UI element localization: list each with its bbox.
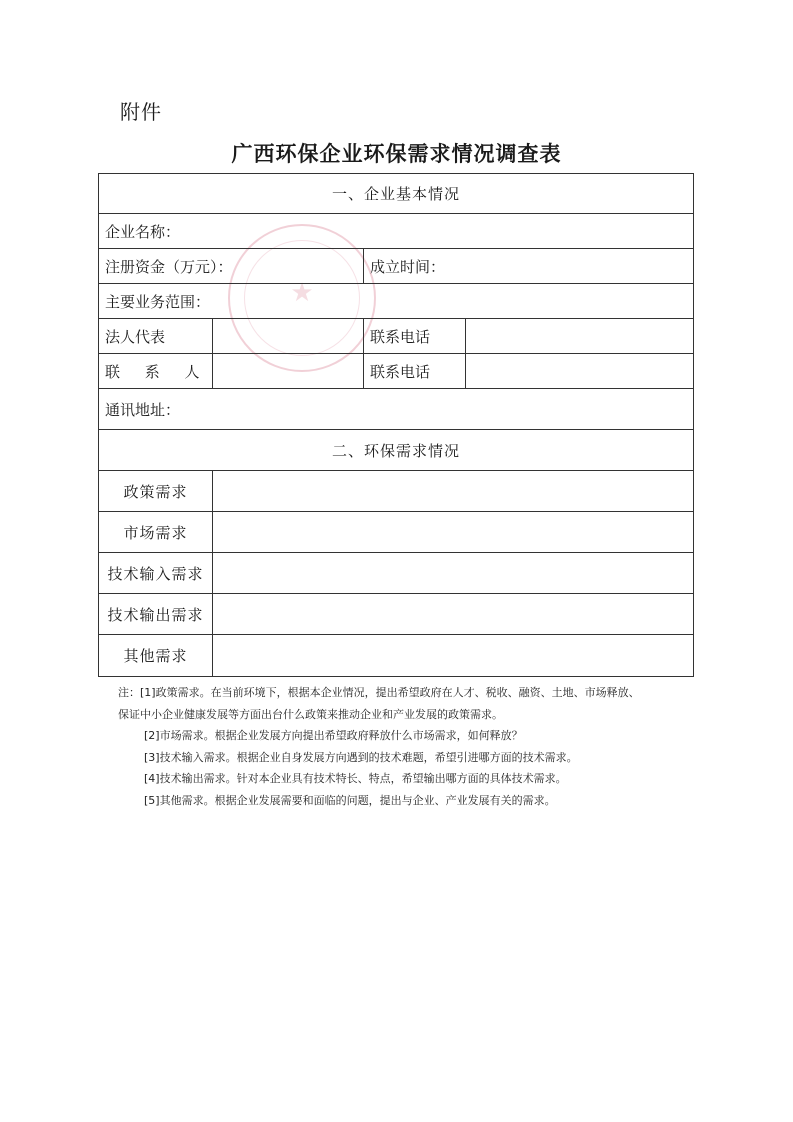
business-scope-label: 主要业务范围：: [105, 292, 211, 311]
contact-person-input[interactable]: [213, 354, 364, 388]
need-label-policy: 政策需求: [99, 471, 213, 511]
address-field[interactable]: [99, 389, 693, 429]
phone-input-2[interactable]: [466, 354, 693, 388]
company-name-label: 企业名称：: [105, 222, 181, 241]
contact-person-label-text: 联 系 人: [105, 362, 210, 381]
note-2: [2]市场需求。根据企业发展方向提出希望政府释放什么市场需求，如何释放？: [144, 729, 523, 742]
attachment-label: 附件: [120, 100, 162, 124]
founded-time-field[interactable]: [364, 249, 693, 283]
contact-person-row: [99, 354, 693, 389]
legal-rep-row: [99, 319, 693, 354]
need-label-tech-input: 技术输入需求: [99, 553, 213, 593]
need-label-market: 市场需求: [99, 512, 213, 552]
section-basic-info-title: 一、企业基本情况: [331, 185, 460, 203]
registered-capital-label: 注册资金（万元）：: [105, 257, 233, 276]
note-5: [5]其他需求。根据企业发展需要和面临的问题，提出与企业、产业发展有关的需求。: [144, 793, 556, 807]
note-3: [3]技术输入需求。根据企业自身发展方向遇到的技术难题，希望引进哪方面的技术需求。: [144, 750, 578, 764]
address-row: [99, 389, 693, 430]
need-row-policy: [99, 471, 693, 512]
phone-input-1[interactable]: [466, 319, 693, 353]
registered-capital-field[interactable]: [99, 249, 364, 283]
contact-person-label: [99, 354, 213, 388]
business-scope-field[interactable]: [99, 284, 693, 318]
phone-label-2: 联系电话: [364, 354, 466, 388]
phone-label-1: 联系电话: [364, 319, 466, 353]
seal-star-icon: ★: [290, 278, 314, 308]
legal-rep-label: 法人代表: [99, 319, 213, 353]
section-needs-header: [99, 430, 693, 471]
need-row-tech-input: [99, 553, 693, 594]
company-name-row: [99, 214, 693, 249]
need-row-other: [99, 635, 693, 676]
need-input-tech-input[interactable]: [213, 553, 693, 593]
need-input-other[interactable]: [213, 635, 693, 676]
document-title: 广西环保企业环保需求情况调查表: [231, 141, 562, 166]
need-input-policy[interactable]: [213, 471, 693, 511]
note-4: [4]技术输出需求。针对本企业具有技术特长、特点，希望输出哪方面的具体技术需求。: [144, 772, 567, 785]
founded-time-label: 成立时间：: [370, 257, 446, 276]
note-1-line-2: 保证中小企业健康发展等方面出台什么政策来推动企业和产业发展的政策需求。: [118, 707, 503, 721]
address-label: 通讯地址：: [105, 400, 181, 419]
company-name-field[interactable]: [99, 214, 693, 248]
need-label-other: 其他需求: [99, 635, 213, 676]
section-basic-info-header: [99, 174, 693, 214]
footnotes: [118, 682, 698, 811]
survey-form-table: [98, 173, 694, 677]
capital-row: [99, 249, 693, 284]
need-input-market[interactable]: [213, 512, 693, 552]
note-1-line-1: 注：[1]政策需求。在当前环境下，根据本企业情况，提出希望政府在人才、税收、融资、土地、市场释放、: [118, 686, 640, 699]
need-input-tech-output[interactable]: [213, 594, 693, 634]
need-row-market: [99, 512, 693, 553]
business-scope-row: [99, 284, 693, 319]
legal-rep-input[interactable]: [213, 319, 364, 353]
need-label-tech-output: 技术输出需求: [99, 594, 213, 634]
need-row-tech-output: [99, 594, 693, 635]
section-needs-title: 二、环保需求情况: [331, 441, 460, 460]
